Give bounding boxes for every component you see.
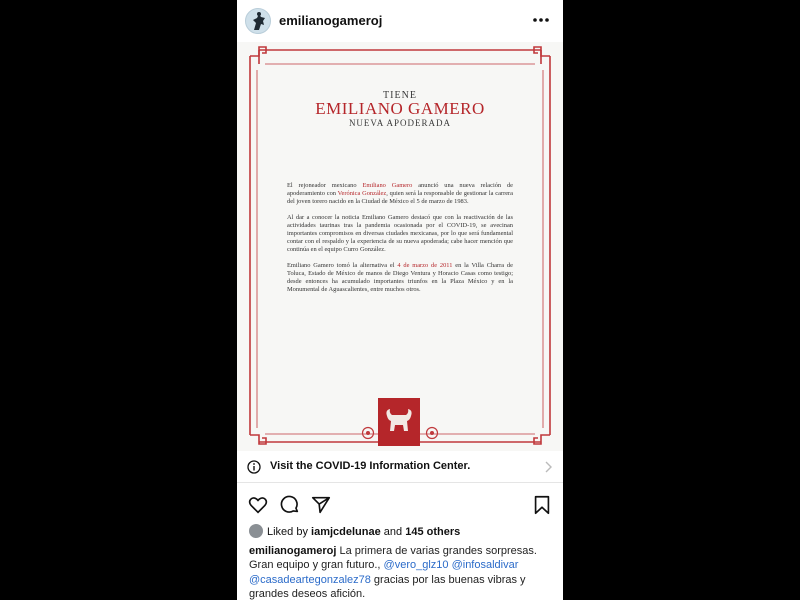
paragraph-2: Al dar a conocer la noticia Emiliano Gamero destacó que con la reactivación de las actividades taurinas tras la pandemia ocasionada por el COVID-19, se avecinan importantes compromisos en diversas ciudades mexicanas, por lo que será fundamental contar con el respaldo y la experiencia de su nueva apoderada; cabe hacer mención que continúa en el equipo Curro González. — [287, 213, 513, 254]
mention-link[interactable]: @casadeartegonzalez78 — [249, 573, 371, 586]
post-image[interactable] — [237, 42, 563, 451]
liker-avatar — [249, 524, 263, 538]
heading-name: EMILIANO GAMERO — [315, 99, 485, 118]
horse-rider-avatar[interactable] — [245, 8, 271, 34]
chevron-right-icon — [543, 461, 553, 473]
paragraph-1: El rejoneador mexicano Emiliano Gamero anunció una nueva relación de apoderamiento con Verónica González, quien será la responsable de gestionar la carrera del joven torero nacido en la Ciudad de México el 5 de marzo de 1983. — [287, 182, 514, 206]
likes-summary[interactable]: Liked by iamjcdelunae and 145 others — [249, 524, 559, 540]
heading-subtitle: NUEVA APODERADA — [348, 118, 452, 128]
covid-info-banner[interactable] — [237, 451, 563, 483]
caption-username[interactable]: emilianogameroj — [249, 545, 337, 557]
article-body — [287, 182, 513, 301]
flower-ornament-icon — [361, 426, 375, 440]
info-icon — [247, 460, 261, 474]
bull-logo-icon — [378, 398, 420, 446]
paragraph-3: Emiliano Gamero tomó la alternativa el 4 de marzo de 2011 en la Villa Charra de Toluca, Estado de México de manos de Diego Ventura y Horacio Casas como testigo; desde entonces ha acumulado importantes triunfos en la Plaza México y en la Monumental de Aguascalientes, entre muchos otros. — [287, 261, 513, 294]
more-horizontal-icon[interactable] — [531, 10, 551, 30]
mention-link[interactable]: @vero_glz10 — [383, 559, 449, 572]
flower-ornament-icon — [425, 426, 439, 440]
mention-link[interactable]: @infosaldivar — [451, 559, 519, 572]
likes-count[interactable]: 145 others — [405, 526, 461, 538]
caption-text: gracias por las buenas vibras y grandes deseos afición. — [249, 573, 526, 600]
post-username[interactable]: emilianogameroj — [279, 13, 383, 28]
covid-info-text[interactable]: Visit the COVID-19 Information Center. — [270, 460, 471, 472]
liker-username[interactable]: iamjcdelunae — [311, 526, 381, 538]
share-icon[interactable] — [310, 494, 332, 516]
action-bar — [237, 490, 563, 518]
heart-icon[interactable] — [247, 494, 269, 516]
bookmark-icon[interactable] — [531, 494, 553, 516]
comment-icon[interactable] — [279, 494, 301, 516]
caption-text: La primera de varias grandes sorpresas. Gran equipo y gran futuro., — [249, 545, 537, 572]
post-header — [237, 0, 563, 42]
heading-tiene: TIENE — [383, 90, 417, 101]
instagram-post — [237, 0, 563, 600]
post-caption — [249, 544, 555, 600]
